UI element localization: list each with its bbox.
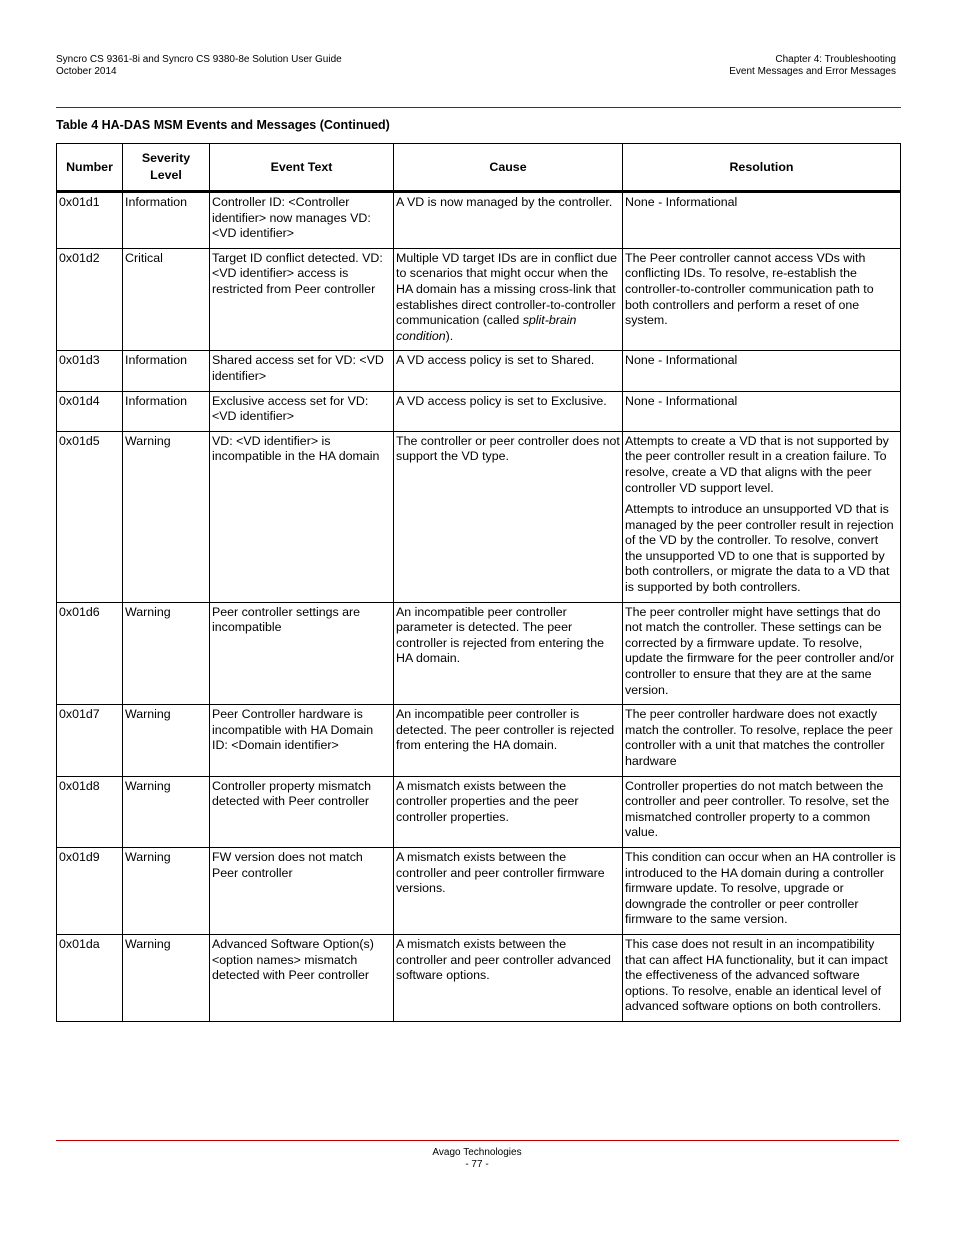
cell-resolution — [623, 248, 901, 351]
footer-company: Avago Technologies — [432, 1147, 522, 1158]
column-header-severity — [123, 144, 210, 192]
table-row — [57, 934, 901, 1021]
chapter-title: Chapter 4: Troubleshooting — [775, 54, 896, 65]
cause-text: Multiple VD target IDs are in conflict due to scenarios that might occur when the HA domain has a missing cross-link that establishes direct controller-to-controller communication (called — [396, 250, 618, 328]
cell-resolution — [623, 192, 901, 249]
cell-number: 0x01d4 — [57, 391, 123, 431]
table-row — [57, 192, 901, 249]
cell-event-text: Exclusive access set for VD: <VD identifier> — [210, 391, 394, 431]
table-row — [57, 705, 901, 776]
running-header-right — [729, 54, 896, 78]
cell-severity: Warning — [123, 602, 210, 705]
cell-number: 0x01d1 — [57, 192, 123, 249]
cell-severity: Information — [123, 192, 210, 249]
cell-severity: Critical — [123, 248, 210, 351]
cell-cause: A VD access policy is set to Shared. — [394, 351, 623, 391]
cell-resolution — [623, 391, 901, 431]
cell-cause: The controller or peer controller does not support the VD type. — [394, 431, 623, 602]
resolution-paragraph: Attempts to introduce an unsupported VD that is managed by the peer controller result in rejection of the VD by the controller. To resolve, convert the unsupported VD to one that is supported by both controllers, or migrate the data to a VD that is supported by both controllers. — [625, 502, 894, 595]
cell-event-text: Peer Controller hardware is incompatible with HA Domain ID: <Domain identifier> — [210, 705, 394, 776]
document-date: October 2014 — [56, 66, 117, 77]
table-row — [57, 602, 901, 705]
document-title: Syncro CS 9361-8i and Syncro CS 9380-8e Solution User Guide — [56, 54, 342, 65]
table-row — [57, 391, 901, 431]
cell-event-text: FW version does not match Peer controller — [210, 847, 394, 934]
column-header-number: Number — [57, 144, 123, 192]
cell-number: 0x01d2 — [57, 248, 123, 351]
resolution-paragraph: This condition can occur when an HA controller is introduced to the HA domain during a controller firmware update. To resolve, upgrade or downgrade the controller or peer controller firmware to the same version. — [625, 849, 896, 927]
table-row — [57, 351, 901, 391]
table-row — [57, 776, 901, 847]
resolution-paragraph: The peer controller hardware does not exactly match the controller. To resolve, replace the peer controller with a unit that matches the controller hardware — [625, 707, 893, 768]
cell-event-text: Peer controller settings are incompatible — [210, 602, 394, 705]
cell-event-text: Controller ID: <Controller identifier> now manages VD: <VD identifier> — [210, 192, 394, 249]
table-caption: Table 4 HA-DAS MSM Events and Messages (Continued) — [56, 118, 390, 132]
table-header-row — [57, 144, 901, 192]
resolution-paragraph: The peer controller might have settings that do not match the controller. These settings can be corrected by a firmware update. To resolve, update the firmware for the peer controller and/or controller to ensure that they are at the same version. — [625, 604, 895, 697]
resolution-paragraph: This case does not result in an incompatibility that can affect HA functionality, but it can impact the effectiveness of the advanced software options. To resolve, enable an identical level of advanced software options on both controllers. — [625, 936, 888, 1014]
cell-resolution — [623, 602, 901, 705]
table-row — [57, 248, 901, 351]
column-header-cause: Cause — [394, 144, 623, 192]
cell-severity: Warning — [123, 705, 210, 776]
column-header-severity-line1: Severity — [141, 151, 191, 165]
cell-resolution — [623, 847, 901, 934]
cell-resolution — [623, 934, 901, 1021]
cell-cause: A mismatch exists between the controller and peer controller firmware versions. — [394, 847, 623, 934]
cell-cause: A VD is now managed by the controller. — [394, 192, 623, 249]
cell-number: 0x01d9 — [57, 847, 123, 934]
column-header-severity-line2: Level — [150, 168, 182, 182]
resolution-paragraph: None - Informational — [625, 393, 738, 408]
resolution-paragraph: Controller properties do not match between the controller and peer controller. To resolve, set the mismatched controller property to a common value. — [625, 778, 890, 840]
cell-severity: Warning — [123, 847, 210, 934]
cell-cause: A VD access policy is set to Exclusive. — [394, 391, 623, 431]
resolution-paragraph: Attempts to create a VD that is not supported by the peer controller result in a creation failure. To resolve, create a VD that aligns with the peer controller VD support level. — [625, 433, 889, 495]
column-header-resolution: Resolution — [623, 144, 901, 192]
resolution-paragraph: None - Informational — [625, 195, 738, 209]
cause-text-end: ). — [445, 328, 454, 343]
cell-number: 0x01d5 — [57, 431, 123, 602]
resolution-paragraph: The Peer controller cannot access VDs with conflicting IDs. To resolve, re-establish the controller-to-controller communication path to both controllers and perform a reset of one system. — [625, 250, 874, 328]
cell-cause: A mismatch exists between the controller and peer controller advanced software options. — [394, 934, 623, 1021]
events-table — [56, 143, 901, 1022]
column-header-event-text: Event Text — [210, 144, 394, 192]
cell-number: 0x01d6 — [57, 602, 123, 705]
cell-severity: Information — [123, 391, 210, 431]
page-number: - 77 - — [465, 1159, 489, 1170]
cell-number: 0x01d8 — [57, 776, 123, 847]
cause-italic-term: split-brain condition — [396, 313, 577, 343]
cell-number: 0x01d3 — [57, 351, 123, 391]
cell-number: 0x01d7 — [57, 705, 123, 776]
cell-resolution — [623, 705, 901, 776]
cell-event-text: Advanced Software Option(s) <option names> mismatch detected with Peer controller — [210, 934, 394, 1021]
cell-severity: Warning — [123, 934, 210, 1021]
cell-resolution — [623, 351, 901, 391]
cell-event-text: VD: <VD identifier> is incompatible in the HA domain — [210, 431, 394, 602]
cell-cause — [394, 248, 623, 351]
cell-event-text: Controller property mismatch detected with Peer controller — [210, 776, 394, 847]
cell-event-text: Shared access set for VD: <VD identifier> — [210, 351, 394, 391]
cell-cause: A mismatch exists between the controller properties and the peer controller properties. — [394, 776, 623, 847]
cell-event-text: Target ID conflict detected. VD: <VD identifier> access is restricted from Peer controller — [210, 248, 394, 351]
resolution-paragraph: None - Informational — [625, 353, 738, 368]
cell-severity: Warning — [123, 776, 210, 847]
cell-resolution — [623, 776, 901, 847]
cell-resolution — [623, 431, 901, 602]
header-divider — [56, 107, 901, 108]
table-row — [57, 847, 901, 934]
running-header-left — [56, 54, 342, 78]
section-title: Event Messages and Error Messages — [729, 66, 896, 77]
cell-cause: An incompatible peer controller parameter is detected. The peer controller is rejected from entering the HA domain. — [394, 602, 623, 705]
page-footer — [0, 1147, 954, 1171]
cell-severity: Information — [123, 351, 210, 391]
cell-severity: Warning — [123, 431, 210, 602]
cell-cause: An incompatible peer controller is detected. The peer controller is rejected from entering the HA domain. — [394, 705, 623, 776]
table-row — [57, 431, 901, 602]
cell-number: 0x01da — [57, 934, 123, 1021]
footer-divider — [56, 1140, 899, 1141]
